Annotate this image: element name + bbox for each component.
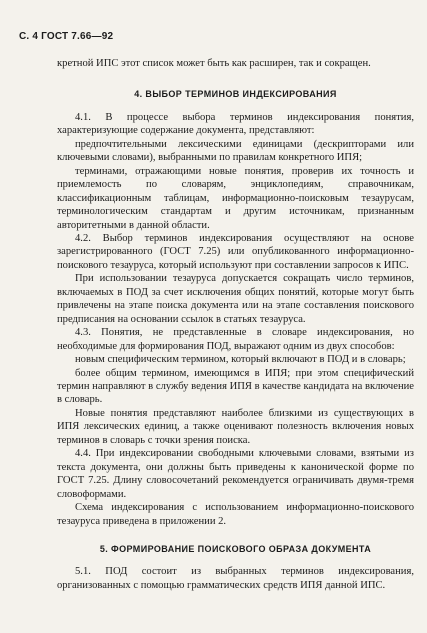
- paragraph-new-terms: терминами, отражающими новые понятия, проверив их точность и приемлемость по словарям, энциклопедиям, справочникам, классификационным таблицам, информационно-поисковым тезаурусам, терминологическим стандартам и другим источникам, признанным авторитетными в данной области.: [57, 165, 414, 231]
- paragraph-4-2: 4.2. Выбор терминов индексирования осуществляют на основе зарегистрированного (ГОСТ 7.25) или опубликованного информационно-поискового тезауруса, который используют при составлении запросов к ИПС.: [57, 232, 414, 271]
- paragraph-5-1: 5.1. ПОД состоит из выбранных терминов индексирования, организованных с помощью грамматических средств ИПЯ данной ИПС.: [57, 566, 414, 591]
- paragraph-4-4: 4.4. При индексировании свободными ключевыми словами, взятыми из текста документа, они должны быть приведены к канонической форме по ГОСТ 7.25. Длину словосочетаний рекомендуется ограничивать двумя-тремя словоформами.: [57, 448, 414, 500]
- section-5-title: 5. ФОРМИРОВАНИЕ ПОИСКОВОГО ОБРАЗА ДОКУМЕНТА: [99, 543, 372, 554]
- paragraph-4-3: 4.3. Понятия, не представленные в словаре индексирования, но необходимые для формирования ПОД, выражают одним из двух способов:: [57, 327, 414, 352]
- paragraph-new-concepts: Новые понятия представляют наиболее близкими из существующих в ИПЯ лексических единиц, а также оценивают полезность включения новых терминов в словарь с точки зрения поиска.: [57, 407, 414, 446]
- paragraph-4-1: 4.1. В процессе выбора терминов индексирования понятия, характеризующие содержание документа, представляют:: [57, 111, 414, 137]
- paragraph-general-term: более общим термином, имеющимся в ИПЯ; при этом специфический термин направляют в службу ведения ИПЯ в качестве кандидата на включение в словарь.: [57, 367, 414, 406]
- paragraph-thesaurus-use: При использовании тезауруса допускается сокращать число терминов, включаемых в ПОД за счет исключения общих понятий, которые могут быть привлечены на этапе поиска документа или на этапе составления поискового предписания на основании ссылок в статьях тезауруса.: [57, 273, 414, 325]
- paragraph-preferred-units: предпочтительными лексическими единицами (дескрипторами или ключевыми словами), выбранными по правилам конкретного ИПЯ;: [57, 138, 414, 164]
- section-4-title: 4. ВЫБОР ТЕРМИНОВ ИНДЕКСИРОВАНИЯ: [134, 89, 337, 100]
- intro-paragraph: кретной ИПС этот список может быть как расширен, так и сокращен.: [57, 58, 371, 69]
- paragraph-specific-term: новым специфическим термином, который включают в ПОД и в словарь;: [75, 354, 406, 366]
- paragraph-scheme: Схема индексирования с использованием информационно-поискового тезауруса приведена в приложении 2.: [57, 502, 414, 527]
- page-header: С. 4 ГОСТ 7.66—92: [19, 31, 114, 42]
- document-body: [57, 57, 414, 592]
